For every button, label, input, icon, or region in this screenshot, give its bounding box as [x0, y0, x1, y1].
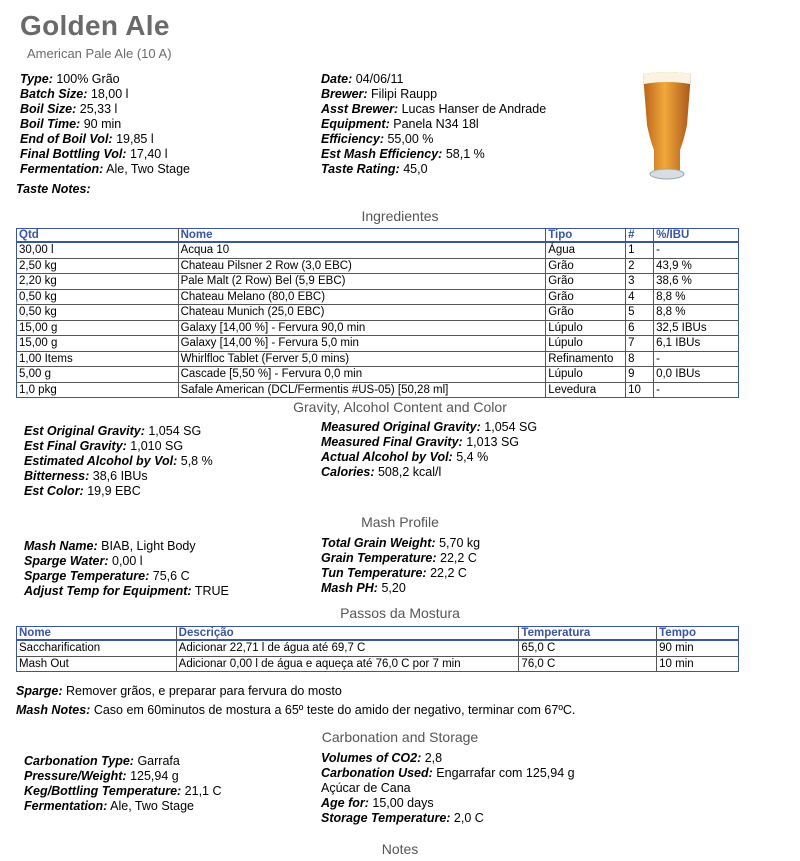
field-value: 5,4 %	[456, 450, 489, 464]
table-cell: 0,50 kg	[17, 289, 179, 305]
field-value: 5,70 kg	[439, 536, 481, 550]
table-row	[17, 320, 739, 336]
field-row	[20, 147, 190, 162]
mash-left	[24, 539, 229, 599]
info-left	[20, 72, 190, 177]
field-value: Filipi Raupp	[371, 87, 438, 101]
field-label: Adjust Temp for Equipment:	[24, 584, 192, 598]
table-cell: 8	[626, 351, 654, 367]
table-cell: 4	[626, 289, 654, 305]
field-row	[321, 132, 546, 147]
table-cell: Lúpulo	[546, 336, 626, 352]
table-cell: Adicionar 0,00 l de água e aqueça até 76,0 C por 7 min	[176, 656, 519, 672]
field-label: Age for:	[321, 796, 369, 810]
table-cell: -	[654, 242, 739, 258]
table-cell: 2	[626, 258, 654, 274]
field-value: 1,054 SG	[148, 424, 202, 438]
field-label: Est Original Gravity:	[24, 424, 145, 438]
field-label: Storage Temperature:	[321, 811, 451, 825]
field-label: Actual Alcohol by Vol:	[321, 450, 453, 464]
field-label: Keg/Bottling Temperature:	[24, 784, 182, 798]
field-row	[24, 769, 222, 784]
table-row	[17, 382, 739, 398]
info-right	[321, 72, 546, 177]
field-label: Estimated Alcohol by Vol:	[24, 454, 178, 468]
gravity-left	[24, 424, 213, 499]
field-row	[24, 569, 229, 584]
table-cell: 6	[626, 320, 654, 336]
field-row	[24, 539, 229, 554]
table-row	[17, 656, 739, 672]
table-cell: 65,0 C	[519, 640, 657, 656]
field-label: Mash PH:	[321, 581, 378, 595]
table-cell: Galaxy [14,00 %] - Fervura 5,0 min	[178, 336, 546, 352]
field-label: Boil Size:	[20, 102, 77, 116]
field-value: Engarrafar com 125,94 g	[436, 766, 575, 780]
field-label: Pressure/Weight:	[24, 769, 127, 783]
table-cell: Chateau Pilsner 2 Row (3,0 EBC)	[178, 258, 546, 274]
table-row	[17, 640, 739, 656]
table-cell: Whirlfloc Tablet (Ferver 5,0 mins)	[178, 351, 546, 367]
field-label: Est Mash Efficiency:	[321, 147, 443, 161]
field-row	[321, 581, 480, 596]
column-header: Tipo	[546, 229, 626, 243]
field-label: Boil Time:	[20, 117, 81, 131]
table-row	[17, 367, 739, 383]
field-label: Type:	[20, 72, 53, 86]
table-cell: 90 min	[657, 640, 739, 656]
field-value: 18,00 l	[90, 87, 129, 101]
field-row	[24, 754, 222, 769]
field-label: Volumes of CO2:	[321, 751, 422, 765]
column-header: %/IBU	[654, 229, 739, 243]
mash-notes-label: Mash Notes:	[16, 703, 91, 717]
carbonation-right	[321, 751, 575, 826]
field-value: Garrafa	[137, 754, 180, 768]
table-cell: Saccharification	[17, 640, 177, 656]
field-row	[20, 87, 190, 102]
field-row	[20, 132, 190, 147]
table-cell: 8,8 %	[654, 305, 739, 321]
field-row	[20, 102, 190, 117]
table-cell: Grão	[546, 289, 626, 305]
field-label: Brewer:	[321, 87, 368, 101]
table-cell: Refinamento	[546, 351, 626, 367]
field-label: Fermentation:	[20, 162, 104, 176]
table-cell: 15,00 g	[17, 320, 179, 336]
field-row	[321, 420, 537, 435]
field-label: Fermentation:	[24, 799, 108, 813]
field-value: 17,40 l	[129, 147, 168, 161]
table-cell: 2,50 kg	[17, 258, 179, 274]
field-label: Grain Temperature:	[321, 551, 437, 565]
sparge-label: Sparge:	[16, 684, 63, 698]
field-value: 45,0	[403, 162, 428, 176]
field-label: Sparge Water:	[24, 554, 109, 568]
column-header: Nome	[178, 229, 546, 243]
field-value: 22,2 C	[440, 551, 477, 565]
table-cell: 10 min	[657, 656, 739, 672]
field-value: Ale, Two Stage	[106, 162, 190, 176]
table-row	[17, 305, 739, 321]
table-cell: Cascade [5,50 %] - Fervura 0,0 min	[178, 367, 546, 383]
ingredients-title: Ingredientes	[361, 208, 439, 224]
field-row	[321, 162, 546, 177]
field-value: 100% Grão	[56, 72, 120, 86]
field-label: Mash Name:	[24, 539, 98, 553]
table-row	[17, 289, 739, 305]
table-cell: Grão	[546, 274, 626, 290]
field-value: 508,2 kcal/l	[377, 465, 442, 479]
field-value: 75,6 C	[152, 569, 190, 583]
field-value: 1,013 SG	[466, 435, 520, 449]
table-cell: 2,20 kg	[17, 274, 179, 290]
ingredients-header-row	[17, 229, 739, 243]
table-cell: 1,0 pkg	[17, 382, 179, 398]
field-row	[321, 536, 480, 551]
field-row	[321, 435, 537, 450]
field-value: 25,33 l	[79, 102, 118, 116]
field-label: Date:	[321, 72, 353, 86]
taste-notes	[16, 182, 91, 197]
field-label: Total Grain Weight:	[321, 536, 436, 550]
field-value: 19,85 l	[116, 132, 154, 146]
field-row	[321, 766, 575, 781]
table-cell: 7	[626, 336, 654, 352]
gravity-right	[321, 420, 537, 480]
table-cell: 32,5 IBUs	[654, 320, 739, 336]
sparge-line	[16, 684, 342, 699]
notes-title: Notes	[381, 841, 419, 857]
field-value: 2,8	[424, 751, 443, 765]
field-row	[321, 796, 575, 811]
field-label: Batch Size:	[20, 87, 88, 101]
table-cell: Acqua 10	[178, 242, 546, 258]
table-cell: 1,00 Items	[17, 351, 179, 367]
gravity-title: Gravity, Alcohol Content and Color	[293, 399, 507, 415]
field-value: 55,00 %	[387, 132, 434, 146]
field-row	[321, 751, 575, 766]
field-label: Final Bottling Vol:	[20, 147, 127, 161]
field-value: 58,1 %	[445, 147, 485, 161]
recipe-title: Golden Ale	[20, 10, 170, 41]
table-cell: 0,0 IBUs	[654, 367, 739, 383]
field-row	[321, 102, 546, 117]
steps-header-row	[17, 627, 739, 641]
column-header: Nome	[17, 627, 177, 641]
table-cell: 10	[626, 382, 654, 398]
table-cell: Grão	[546, 305, 626, 321]
table-cell: Adicionar 22,71 l de água até 69,7 C	[176, 640, 519, 656]
field-value: 2,0 C	[453, 811, 484, 825]
field-label: Carbonation Used:	[321, 766, 433, 780]
table-cell: 1	[626, 242, 654, 258]
table-cell: Lúpulo	[546, 367, 626, 383]
table-cell: 43,9 %	[654, 258, 739, 274]
mash-notes-line	[16, 703, 575, 718]
table-cell: Água	[546, 242, 626, 258]
table-cell: 5	[626, 305, 654, 321]
ingredients-table	[16, 228, 739, 398]
field-label: Measured Final Gravity:	[321, 435, 463, 449]
field-row	[24, 584, 229, 599]
table-cell: 3	[626, 274, 654, 290]
field-row	[321, 465, 537, 480]
field-row	[24, 439, 213, 454]
field-label: Equipment:	[321, 117, 390, 131]
field-label: Est Final Gravity:	[24, 439, 127, 453]
table-cell: 6,1 IBUs	[654, 336, 739, 352]
table-cell: 8,8 %	[654, 289, 739, 305]
field-label: Calories:	[321, 465, 375, 479]
field-row	[24, 784, 222, 799]
table-cell: Chateau Munich (25,0 EBC)	[178, 305, 546, 321]
table-cell: Grão	[546, 258, 626, 274]
table-cell: Pale Malt (2 Row) Bel (5,9 EBC)	[178, 274, 546, 290]
column-header: Temperatura	[519, 627, 657, 641]
field-row	[321, 72, 546, 87]
field-value: 125,94 g	[130, 769, 179, 783]
table-cell: 38,6 %	[654, 274, 739, 290]
field-value: 0,00 l	[112, 554, 143, 568]
table-cell: -	[654, 351, 739, 367]
recipe-style: American Pale Ale (10 A)	[27, 46, 172, 61]
field-value: 21,1 C	[184, 784, 222, 798]
field-value: 22,2 C	[430, 566, 467, 580]
field-value: 1,010 SG	[130, 439, 184, 453]
field-value: 38,6 IBUs	[92, 469, 148, 483]
column-header: #	[626, 229, 654, 243]
table-cell: Safale American (DCL/Fermentis #US-05) [50,28 ml]	[178, 382, 546, 398]
table-cell: 15,00 g	[17, 336, 179, 352]
field-value: 1,054 SG	[484, 420, 538, 434]
table-cell: Levedura	[546, 382, 626, 398]
table-cell: 0,50 kg	[17, 305, 179, 321]
sparge-value: Remover grãos, e preparar para fervura do mosto	[66, 684, 342, 698]
steps-table	[16, 626, 739, 672]
field-row	[20, 162, 190, 177]
beer-glass-icon	[640, 70, 694, 182]
field-value: Ale, Two Stage	[110, 799, 194, 813]
table-row	[17, 336, 739, 352]
mash-title: Mash Profile	[361, 514, 439, 530]
field-value: 15,00 days	[372, 796, 434, 810]
column-header: Qtd	[17, 229, 179, 243]
steps-title: Passos da Mostura	[340, 605, 460, 621]
field-row	[24, 554, 229, 569]
field-value: 04/06/11	[355, 72, 404, 86]
field-value: 5,20	[381, 581, 406, 595]
field-label: Asst Brewer:	[321, 102, 399, 116]
field-row	[321, 450, 537, 465]
table-cell: Galaxy [14,00 %] - Fervura 90,0 min	[178, 320, 546, 336]
field-label: Sparge Temperature:	[24, 569, 150, 583]
field-row	[321, 147, 546, 162]
taste-notes-label: Taste Notes:	[16, 182, 91, 196]
field-row	[24, 484, 213, 499]
table-cell: Mash Out	[17, 656, 177, 672]
carbonation-left	[24, 754, 222, 814]
mash-right	[321, 536, 480, 596]
table-cell: Chateau Melano (80,0 EBC)	[178, 289, 546, 305]
field-row	[24, 799, 222, 814]
field-label: Bitterness:	[24, 469, 90, 483]
field-row	[20, 117, 190, 132]
table-row	[17, 258, 739, 274]
field-row	[24, 424, 213, 439]
field-value: 5,8 %	[180, 454, 213, 468]
field-value: 90 min	[83, 117, 122, 131]
field-label: Tun Temperature:	[321, 566, 427, 580]
field-row	[321, 87, 546, 102]
field-row	[321, 566, 480, 581]
mash-notes-value: Caso em 60minutos de mostura a 65º teste do amido der negativo, terminar com 67ºC.	[93, 703, 576, 717]
field-label: Taste Rating:	[321, 162, 400, 176]
field-label: Measured Original Gravity:	[321, 420, 481, 434]
table-row	[17, 274, 739, 290]
field-row	[24, 469, 213, 484]
column-header: Tempo	[657, 627, 739, 641]
table-row	[17, 351, 739, 367]
table-cell: 30,00 l	[17, 242, 179, 258]
field-row	[321, 781, 575, 796]
column-header: Descrição	[176, 627, 519, 641]
field-row	[24, 454, 213, 469]
table-cell: 76,0 C	[519, 656, 657, 672]
field-value: Lucas Hanser de Andrade	[401, 102, 547, 116]
table-cell: 9	[626, 367, 654, 383]
table-row	[17, 242, 739, 258]
field-row	[321, 551, 480, 566]
field-value: Açúcar de Cana	[321, 781, 411, 795]
field-label: Carbonation Type:	[24, 754, 134, 768]
field-label: End of Boil Vol:	[20, 132, 113, 146]
table-cell: -	[654, 382, 739, 398]
field-value: 19,9 EBC	[87, 484, 141, 498]
field-row	[321, 117, 546, 132]
field-row	[20, 72, 190, 87]
field-value: TRUE	[194, 584, 229, 598]
carbonation-title: Carbonation and Storage	[321, 729, 479, 745]
field-value: Panela N34 18l	[393, 117, 479, 131]
field-label: Efficiency:	[321, 132, 384, 146]
field-row	[321, 811, 575, 826]
table-cell: Lúpulo	[546, 320, 626, 336]
field-label: Est Color:	[24, 484, 84, 498]
field-value: BIAB, Light Body	[101, 539, 196, 553]
table-cell: 5,00 g	[17, 367, 179, 383]
